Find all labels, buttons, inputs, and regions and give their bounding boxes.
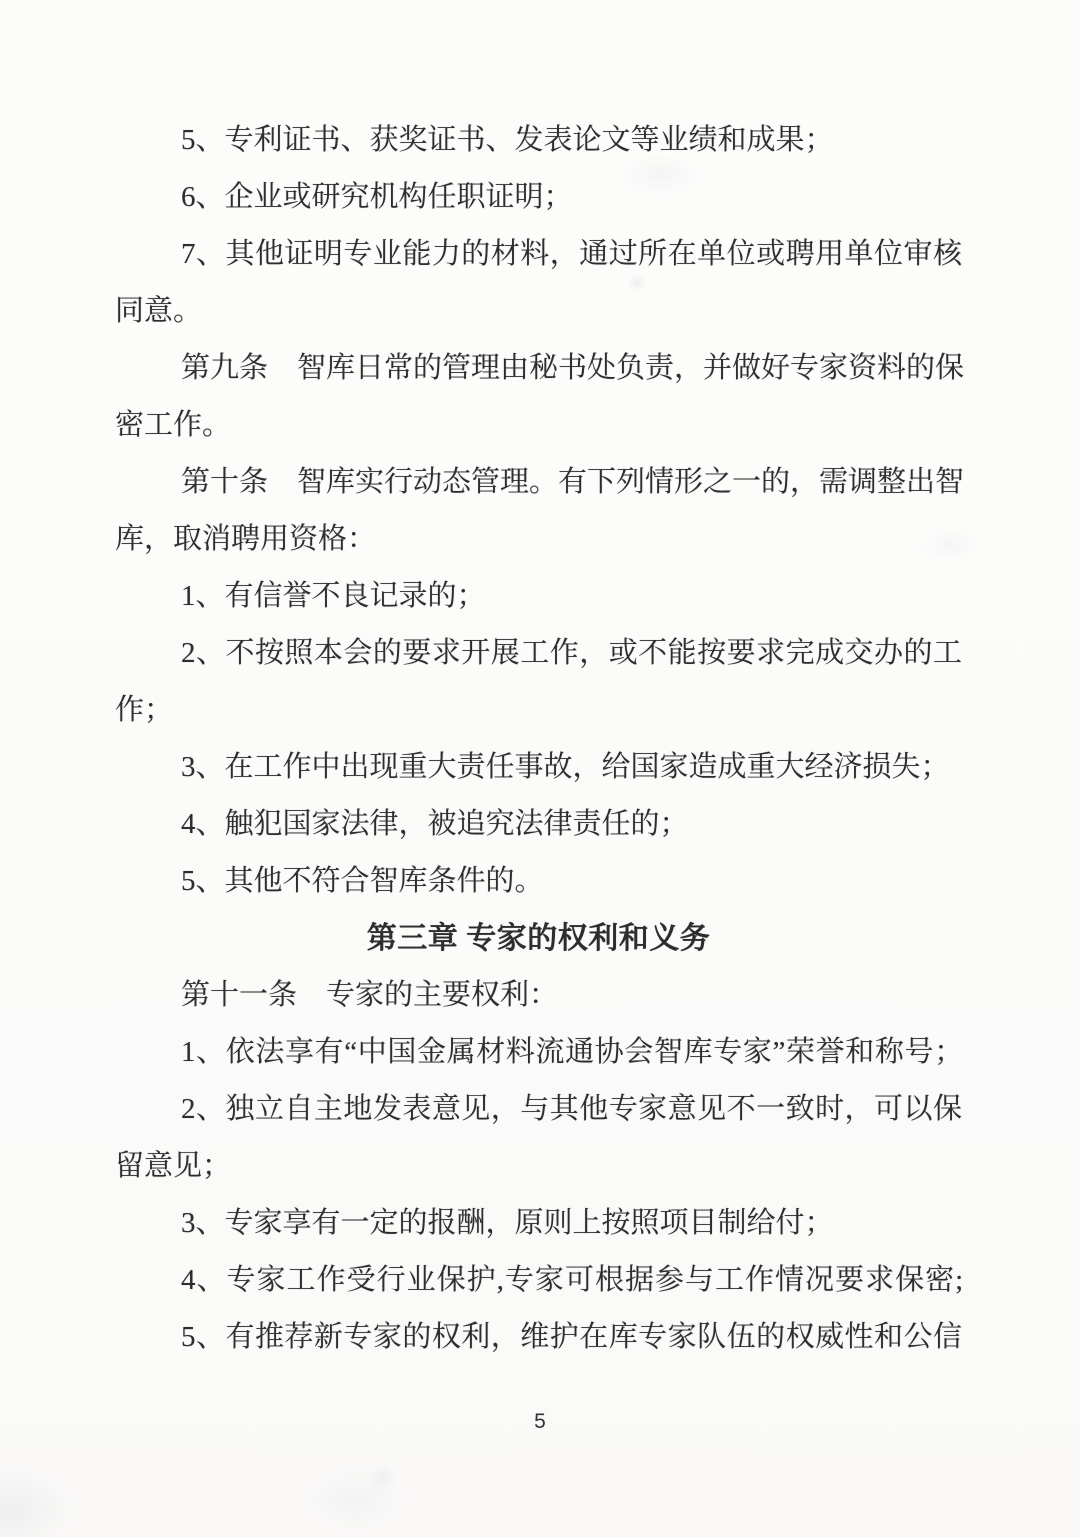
doc-line: 4、触犯国家法律，被追究法律责任的； [181,808,689,840]
document-body [115,112,965,1366]
doc-line: 3、在工作中出现重大责任事故，给国家造成重大经济损失； [181,751,950,783]
doc-line: 第十条 智库实行动态管理。有下列情形之一的，需调整出智 [181,466,965,498]
doc-line: 作； [115,694,174,726]
doc-line: 第九条 智库日常的管理由秘书处负责，并做好专家资料的保 [181,352,965,384]
doc-line: 2、不按照本会的要求开展工作，或不能按要求完成交办的工 [181,637,962,669]
doc-line: 1、依法享有“中国金属材料流通协会智库专家”荣誉和称号； [181,1036,962,1068]
doc-line: 第十一条 专家的主要权利： [181,979,559,1011]
doc-line: 6、企业或研究机构任职证明； [181,181,573,213]
doc-line: 1、有信誉不良记录的； [181,580,486,612]
doc-line: 密工作。 [115,409,232,441]
doc-line: 7、其他证明专业能力的材料，通过所在单位或聘用单位审核 [181,238,962,270]
doc-line: 5、其他不符合智库条件的。 [181,865,544,897]
doc-line: 5、有推荐新专家的权利，维护在库专家队伍的权威性和公信 [181,1321,962,1353]
page-number: 5 [534,1410,546,1433]
doc-line: 3、专家享有一定的报酬，原则上按照项目制给付； [181,1207,834,1239]
chapter-heading: 第三章 专家的权利和义务 [366,922,711,955]
doc-line: 留意见； [115,1150,232,1182]
doc-line: 5、专利证书、获奖证书、发表论文等业绩和成果； [181,124,834,156]
doc-line: 2、独立自主地发表意见，与其他专家意见不一致时，可以保 [181,1093,962,1125]
doc-line: 4、专家工作受行业保护,专家可根据参与工作情况要求保密; [181,1264,962,1296]
doc-line: 同意。 [115,295,203,327]
doc-line: 库，取消聘用资格： [115,523,377,555]
